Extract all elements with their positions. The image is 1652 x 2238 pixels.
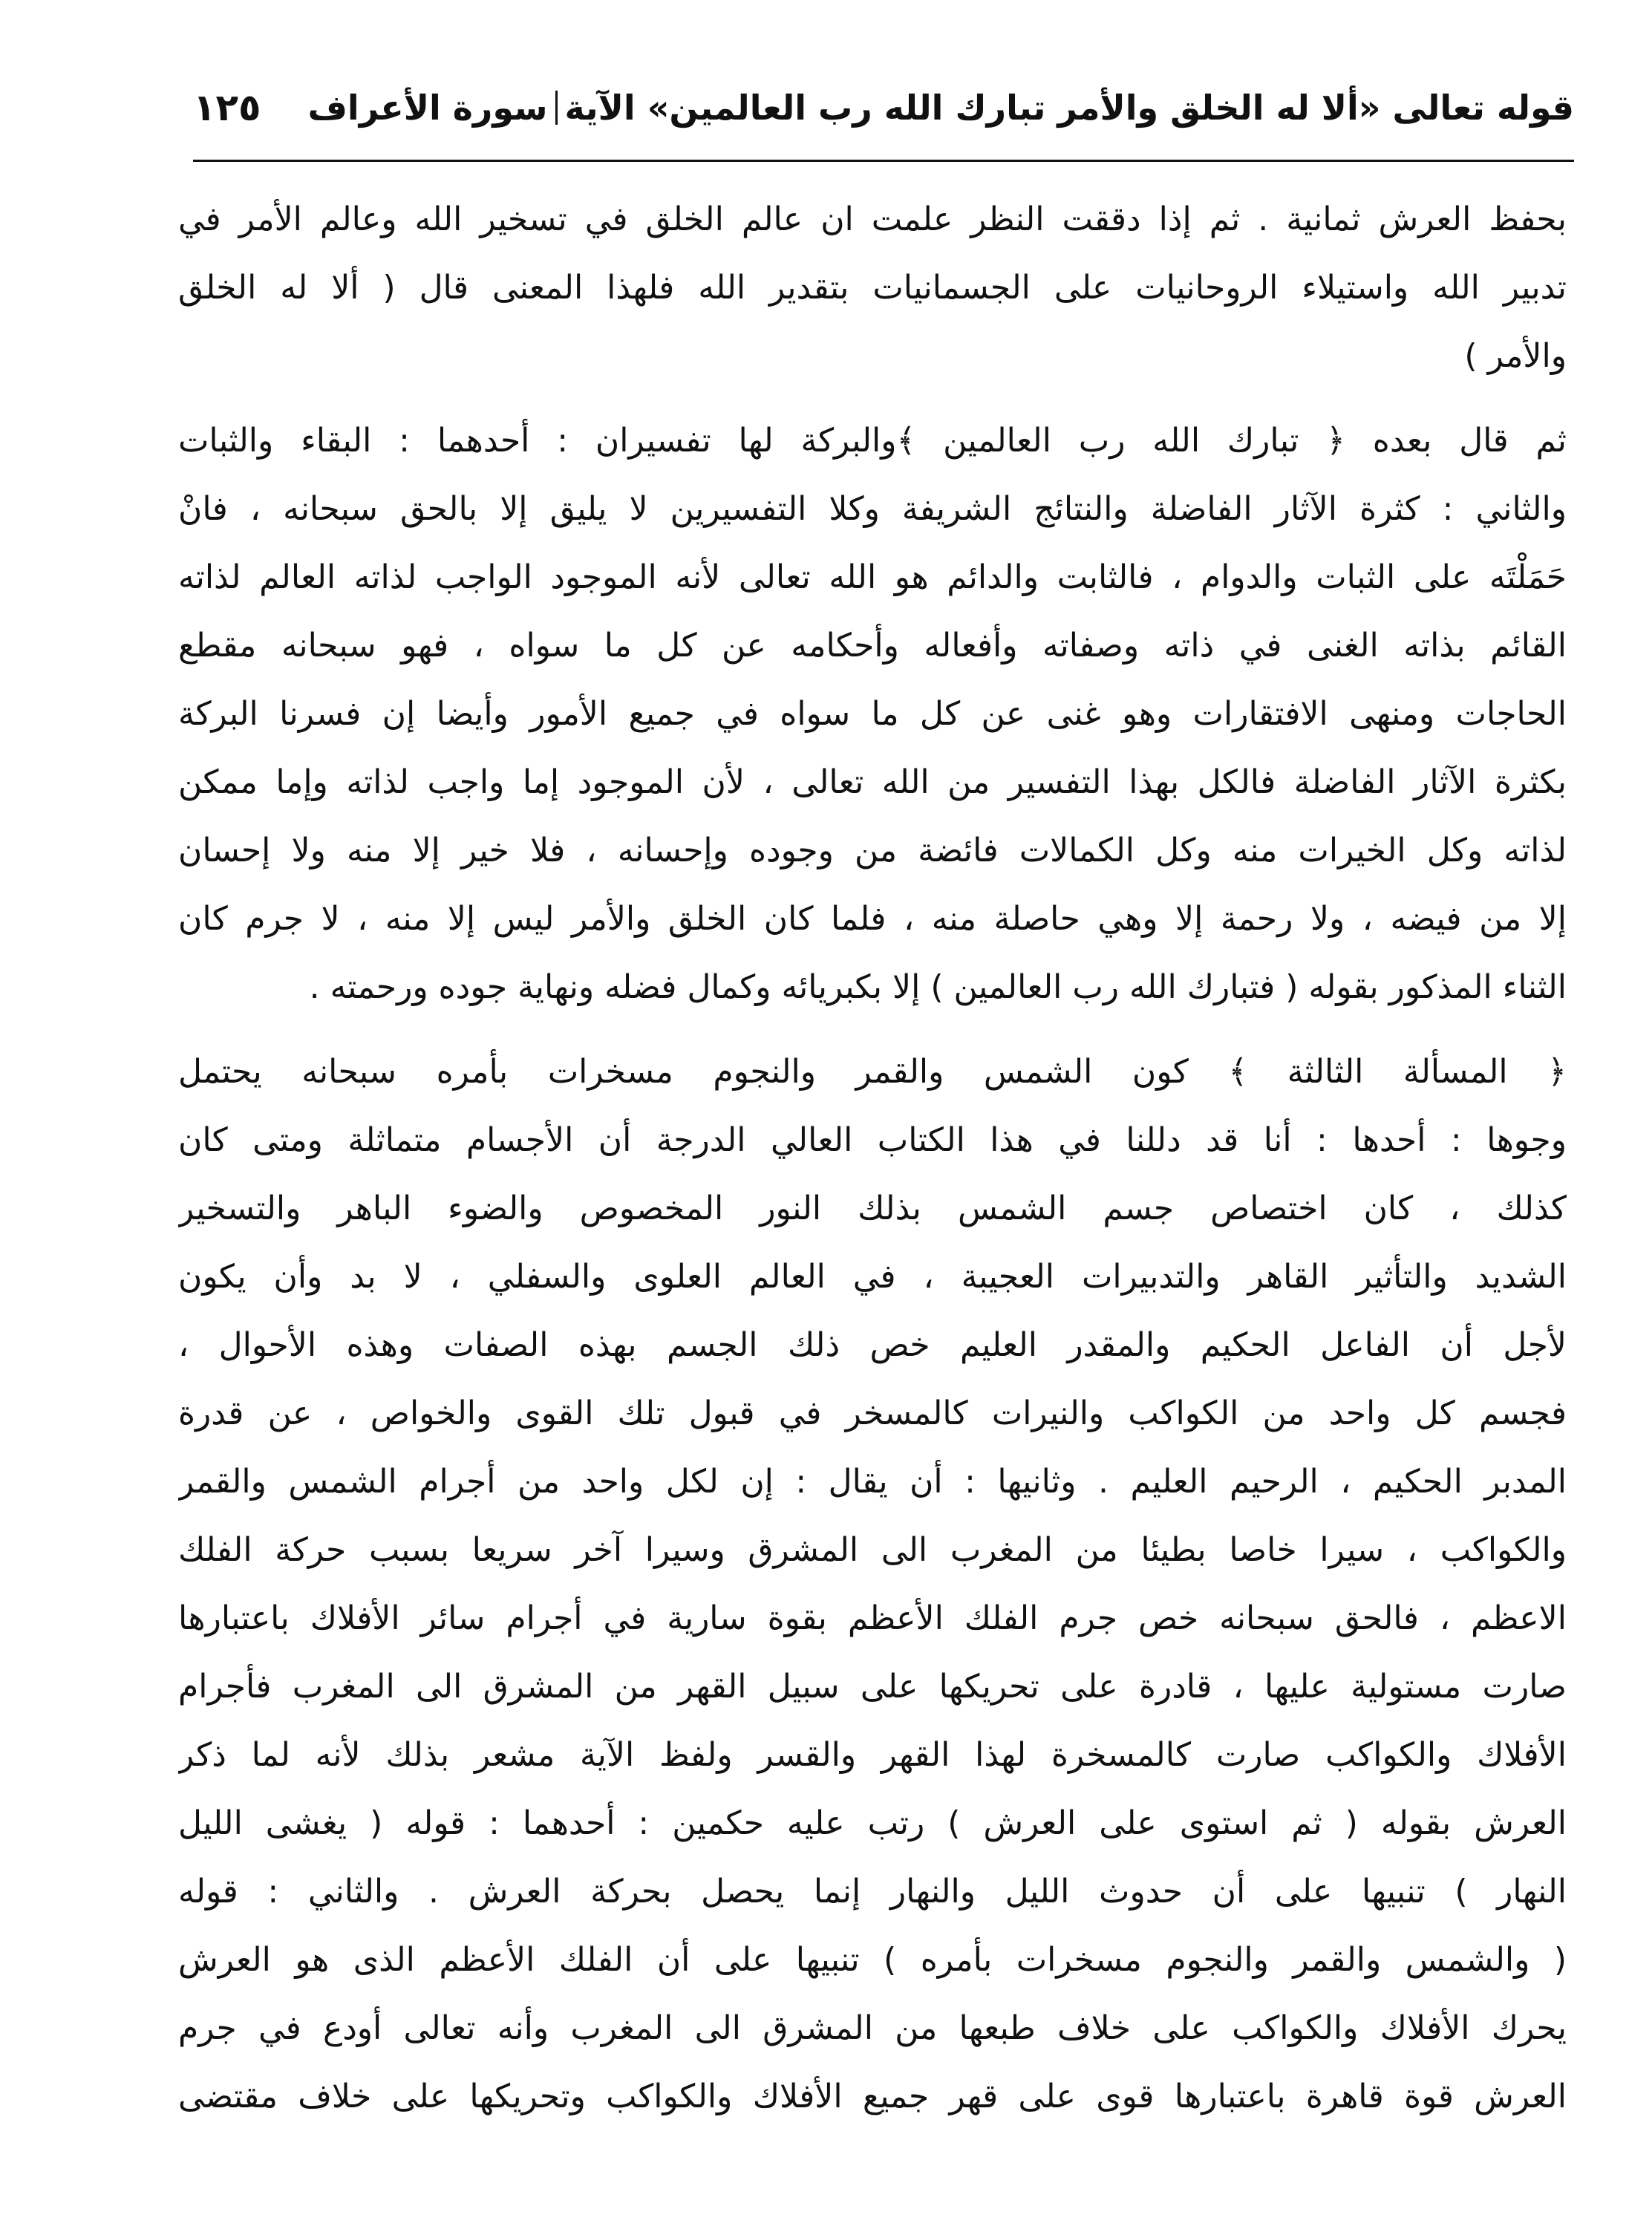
text-line: والثاني : كثرة الآثار الفاضلة والنتائج الشريفة وكلا التفسيرين لا يليق إلا بالحق سبحانه ، فانْ <box>178 490 1567 528</box>
text-line: النهار ) تنبيها على أن حدوث الليل والنهار إنما يحصل بحركة العرش . والثاني : قوله <box>178 1873 1567 1911</box>
paragraph-1 <box>178 186 1567 391</box>
text-line: العرش بقوله ( ثم استوى على العرش ) رتب عليه حكمين : أحدهما : قوله ( يغشى الليل <box>178 1804 1567 1842</box>
text-line: تدبير الله واستيلاء الروحانيات على الجسمانيات بتقدير الله فلهذا المعنى قال ( ألا له الخلق <box>178 269 1567 307</box>
title-separator <box>555 91 558 125</box>
text-line: فجسم كل واحد من الكواكب والنيرات كالمسخر في قبول تلك القوى والخواص ، عن قدرة <box>178 1394 1567 1432</box>
text-line: ثم قال بعده ﴿ تبارك الله رب العالمين ﴾والبركة لها تفسيران : أحدهما : البقاء والثبات <box>178 422 1567 460</box>
body-text <box>178 186 1567 2147</box>
page-header <box>193 74 1574 141</box>
surah-name: سورة الأعراف <box>307 88 548 128</box>
running-title <box>308 88 1575 128</box>
paragraph-3 <box>178 1038 1567 2131</box>
text-line: الثناء المذكور بقوله ( فتبارك الله رب العالمين ) إلا بكبريائه وكمال فضله ونهاية جوده ورحمته . <box>309 968 1567 1006</box>
page-number: ١٢٥ <box>193 86 261 129</box>
text-line: الشديد والتأثير القاهر والتدبيرات العجيبة ، في العالم العلوى والسفلي ، لا بد وأن يكون <box>178 1258 1567 1296</box>
text-line: بكثرة الآثار الفاضلة فالكل بهذا التفسير من الله تعالى ، لأن الموجود إما واجب لذاته وإما ممكن <box>178 763 1567 801</box>
text-line: الحاجات ومنهى الافتقارات وهو غنى عن كل ما سواه في جميع الأمور وأيضا إن فسرنا البركة <box>178 695 1567 733</box>
running-title-text: قوله تعالى «ألا له الخلق والأمر تبارك الله رب العالمين» الآية <box>564 88 1574 128</box>
header-rule <box>193 160 1574 162</box>
text-line: صارت مستولية عليها ، قادرة على تحريكها على سبيل القهر من المشرق الى المغرب فأجرام <box>178 1668 1567 1706</box>
text-line: العرش قوة قاهرة باعتبارها قوى على قهر جميع الأفلاك والكواكب وتحريكها على خلاف مقتضى <box>178 2078 1567 2115</box>
text-line: لذاته وكل الخيرات منه وكل الكمالات فائضة من وجوده وإحسانه ، فلا خير إلا منه ولا إحسان <box>178 832 1567 870</box>
text-line: والأمر ) <box>1464 337 1567 375</box>
text-line: ﴿ المسألة الثالثة ﴾ كون الشمس والقمر والنجوم مسخرات بأمره سبحانه يحتمل <box>178 1053 1567 1091</box>
text-line: إلا من فيضه ، ولا رحمة إلا وهي حاصلة منه ، فلما كان الخلق والأمر ليس إلا منه ، لا جرم كان <box>178 900 1567 938</box>
text-line: الاعظم ، فالحق سبحانه خص جرم الفلك الأعظم بقوة سارية في أجرام سائر الأفلاك باعتبارها <box>178 1599 1567 1637</box>
text-line: القائم بذاته الغنى في ذاته وصفاته وأفعاله وأحكامه عن كل ما سواه ، فهو سبحانه مقطع <box>178 627 1567 665</box>
text-line: لأجل أن الفاعل الحكيم والمقدر العليم خص ذلك الجسم بهذه الصفات وهذه الأحوال ، <box>178 1326 1567 1364</box>
text-line: ( والشمس والقمر والنجوم مسخرات بأمره ) تنبيها على أن الفلك الأعظم الذى هو العرش <box>178 1941 1567 1979</box>
text-line: المدبر الحكيم ، الرحيم العليم . وثانيها : أن يقال : إن لكل واحد من أجرام الشمس والقمر <box>178 1463 1567 1501</box>
text-line: وجوها : أحدها : أنا قد دللنا في هذا الكتاب العالي الدرجة أن الأجسام متماثلة ومتى كان <box>178 1121 1567 1159</box>
text-line: حَمَلْتَه على الثبات والدوام ، فالثابت والدائم هو الله تعالى لأنه الموجود الواجب لذاته العالم لذاته <box>178 558 1567 596</box>
text-line: الأفلاك والكواكب صارت كالمسخرة لهذا القهر والقسر ولفظ الآية مشعر بذلك لأنه لما ذكر <box>178 1736 1567 1774</box>
paragraph-2 <box>178 407 1567 1022</box>
text-line: والكواكب ، سيرا خاصا بطيئا من المغرب الى المشرق وسيرا آخر سريعا بسبب حركة الفلك <box>178 1531 1567 1569</box>
text-line: بحفظ العرش ثمانية . ثم إذا دققت النظر علمت ان عالم الخلق في تسخير الله وعالم الأمر في <box>178 200 1567 238</box>
text-line: كذلك ، كان اختصاص جسم الشمس بذلك النور المخصوص والضوء الباهر والتسخير <box>178 1190 1567 1227</box>
text-line: يحرك الأفلاك والكواكب على خلاف طبعها من المشرق الى المغرب وأنه تعالى أودع في جرم <box>178 2009 1567 2047</box>
